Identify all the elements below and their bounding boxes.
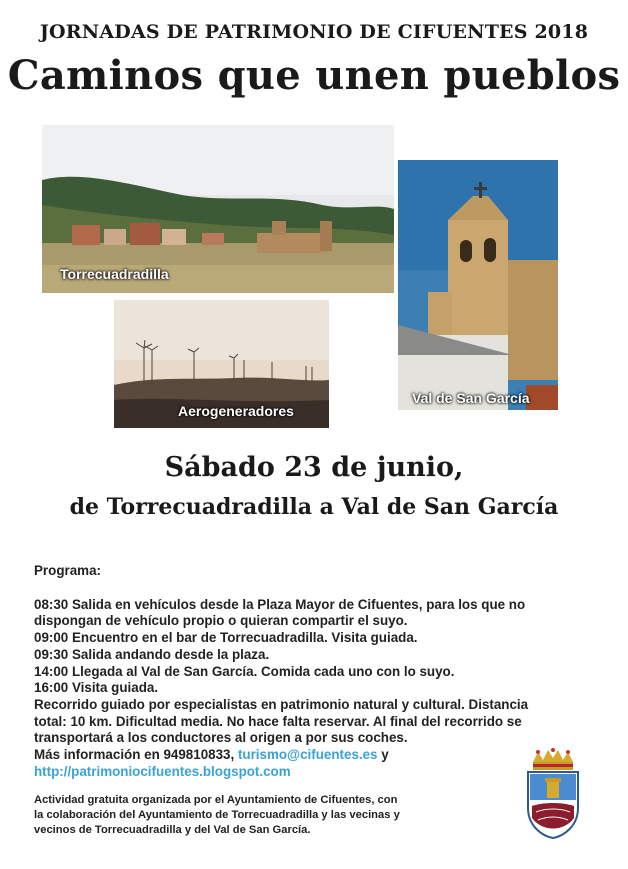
program-line: 09:00 Encuentro en el bar de Torrecuadradilla. Visita guiada. bbox=[34, 630, 418, 646]
program-section bbox=[34, 563, 594, 780]
event-date: Sábado 23 de junio, bbox=[164, 452, 464, 483]
program-line: Recorrido guiado por especialistas en patrimonio natural y cultural. Distancia bbox=[34, 696, 529, 712]
village-photo-caption: Torrecuadradilla bbox=[60, 266, 169, 282]
event-series-title: JORNADAS DE PATRIMONIO DE CIFUENTES 2018 bbox=[39, 21, 589, 43]
contact-prefix: Más información en 949810833, bbox=[34, 747, 238, 763]
coat-of-arms-icon bbox=[524, 748, 582, 840]
program-line: 09:30 Salida andando desde la plaza. bbox=[34, 646, 270, 662]
contact-suffix: y bbox=[377, 747, 389, 763]
program-line: 08:30 Salida en vehículos desde la Plaza Mayor de Cifuentes, para los que no bbox=[34, 596, 526, 612]
blog-link[interactable]: http://patrimoniocifuentes.blogspot.com bbox=[34, 763, 291, 779]
page-title: Caminos que unen pueblos bbox=[7, 52, 621, 99]
church-photo-caption: Val de San García bbox=[412, 390, 530, 406]
church-bell-tower-photo bbox=[398, 160, 558, 410]
email-link[interactable]: turismo@cifuentes.es bbox=[237, 747, 378, 763]
organizer-note-line: la colaboración del Ayuntamiento de Torrecuadradilla y las vecinas y bbox=[34, 809, 400, 821]
organizer-note-line: vecinos de Torrecuadradilla y del Val de San García. bbox=[34, 824, 311, 836]
program-line: dispongan de vehículo propio o quieran compartir el suyo. bbox=[34, 613, 408, 629]
program-line: 16:00 Visita guiada. bbox=[34, 680, 159, 696]
event-route: de Torrecuadradilla a Val de San García bbox=[69, 494, 559, 520]
organizer-note bbox=[34, 793, 504, 838]
program-heading: Programa: bbox=[34, 563, 101, 578]
program-line: transportará a los conductores al origen a por sus coches. bbox=[34, 730, 408, 746]
program-line: 14:00 Llegada al Val de San García. Comida cada uno con lo suyo. bbox=[34, 663, 455, 679]
wind-photo-caption: Aerogeneradores bbox=[178, 403, 294, 419]
organizer-note-line: Actividad gratuita organizada por el Ayuntamiento de Cifuentes, con bbox=[34, 794, 398, 806]
contact-line bbox=[34, 747, 594, 764]
program-line: total: 10 km. Dificultad media. No hace falta reservar. Al final del recorrido se bbox=[34, 713, 522, 729]
